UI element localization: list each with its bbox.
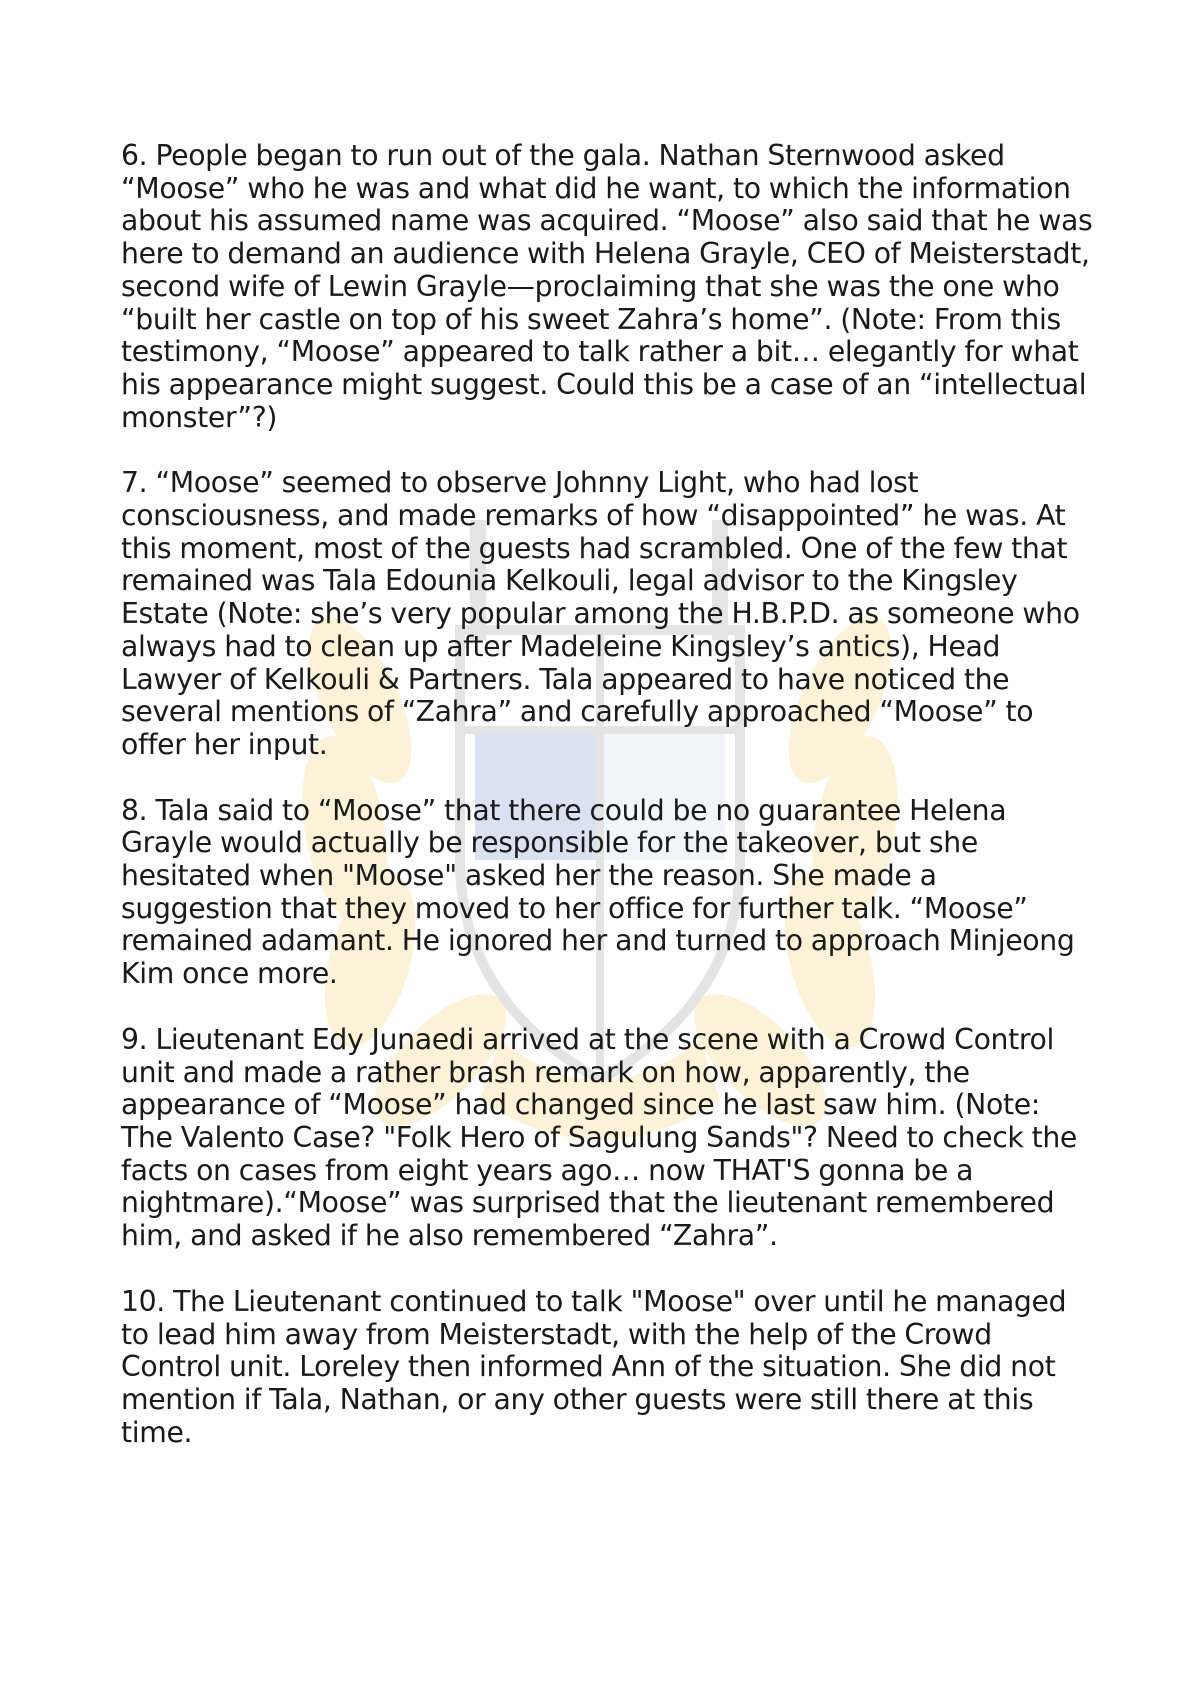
- paragraph-8: 8. Tala said to “Moose” that there could be no guarantee Helena Grayle would actually be responsible for the takeover, but she hesitated when "Moose" asked her the reason. She made a suggestion that they moved to her office for further talk. “Moose” remained adamant. He ignored her and turned to approach Minjeong Kim once more.: [121, 793, 1075, 991]
- paragraph-10: 10. The Lieutenant continued to talk "Moose" over until he managed to lead him away from Meisterstadt, with the help of the Crowd Control unit. Loreley then informed Ann of the situation. She did not mention if Tala, Nathan, or any other guests were still there at this time.: [121, 1284, 1067, 1449]
- paragraph-7: 7. “Moose” seemed to observe Johnny Light, who had lost consciousness, and made remarks of how “disappointed” he was. At this moment, most of the guests had scrambled. One of the few that remained was Tala Edounia Kelkouli, legal advisor to the Kingsley Estate (Note: she’s very popular among the H.B.P.D. as someone who always had to clean up after Madeleine Kingsley’s antics), Head Lawyer of Kelkouli & Partners. Tala appeared to have noticed the several mentions of “Zahra” and carefully approached “Moose” to offer her input.: [121, 466, 1080, 761]
- document-body: [121, 140, 1096, 1482]
- paragraph-9: 9. Lieutenant Edy Junaedi arrived at the scene with a Crowd Control unit and made a rather brash remark on how, apparently, the appearance of “Moose” had changed since he last saw him. (Note: The Valento Case? "Folk Hero of Sagulung Sands"? Need to check the facts on cases from eight years ago… now THAT'S gonna be a nightmare).“Moose” was surprised that the lieutenant remembered him, and asked if he also remembered “Zahra”.: [121, 1022, 1077, 1253]
- paragraph-6: 6. People began to run out of the gala. Nathan Sternwood asked “Moose” who he was and what did he want, to which the information about his assumed name was acquired. “Moose” also said that he was here to demand an audience with Helena Grayle, CEO of Meisterstadt, second wife of Lewin Grayle—proclaiming that she was the one who “built her castle on top of his sweet Zahra’s home”. (Note: From this testimony, “Moose” appeared to talk rather a bit… elegantly for what his appearance might suggest. Could this be a case of an “intellectual monster”?): [121, 139, 1093, 434]
